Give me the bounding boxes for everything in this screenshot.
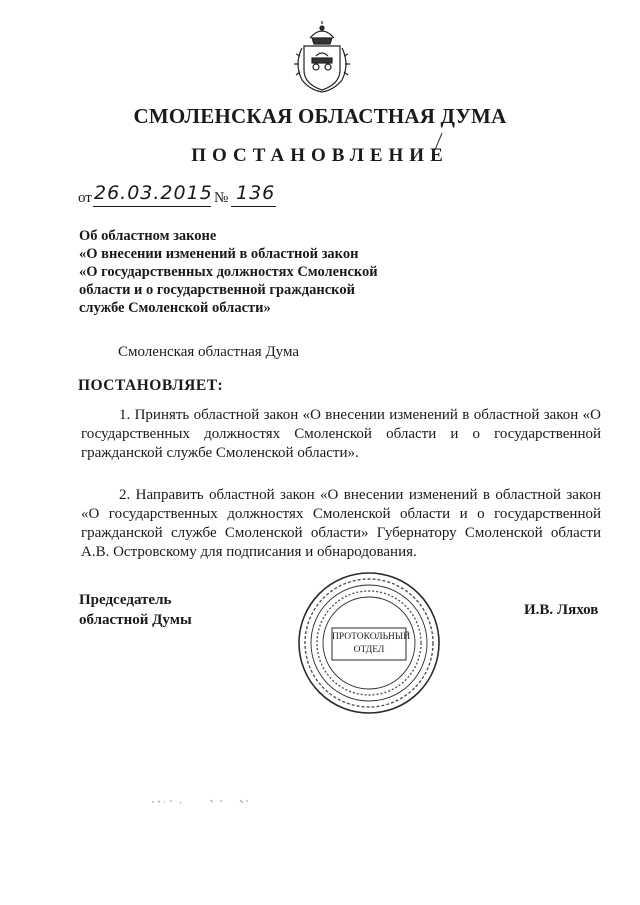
subject-line: Об областном законе — [79, 228, 217, 244]
item-2-text: 2. Направить областной закон «О внесении изменений в областной закон «О государственных должностях Смоленской области и о государственной гражданской службе Смоленской области» Губернатору Смоленской области А.В. Островскому для подписания и обнародования. — [81, 487, 601, 560]
document-type-title: ПОСТАНОВЛЕНИЕ — [191, 145, 449, 166]
intro-text: Смоленская областная Дума — [118, 344, 300, 360]
subject-line: «О внесении изменений в областной закон — [79, 246, 359, 262]
official-seal-stamp — [296, 570, 442, 716]
document-subject — [79, 227, 409, 317]
organization-name: СМОЛЕНСКАЯ ОБЛАСТНАЯ ДУМА — [133, 104, 507, 128]
registration-line — [78, 182, 378, 208]
resolution-item-1 — [81, 406, 601, 463]
decree-word: ПОСТАНОВЛЯЕТ: — [78, 377, 224, 394]
date-underline — [93, 206, 211, 207]
stamp-box-line: ПРОТОКОЛЬНЫЙ — [332, 632, 411, 642]
faint-marks — [150, 795, 260, 809]
signatory-title-line: Председатель — [79, 592, 172, 608]
signatory-name: И.В. Ляхов — [524, 602, 599, 618]
resolution-item-2 — [81, 486, 601, 562]
stamp-box-line: ОТДЕЛ — [353, 645, 385, 655]
subject-line: «О государственных должностях Смоленской — [79, 264, 378, 280]
number-value: 136 — [236, 182, 276, 204]
subject-line: службе Смоленской области» — [79, 300, 271, 316]
signatory-title-line: областной Думы — [79, 612, 192, 628]
number-underline — [231, 206, 276, 207]
date-label: от — [78, 190, 92, 206]
item-1-text: 1. Принять областной закон «О внесении изменений в областной закон «О государственных должностях Смоленской области и о государственной гражданской службе Смоленской области». — [81, 407, 601, 461]
coat-of-arms-emblem — [290, 20, 354, 96]
subject-line: области и о государственной гражданской — [79, 282, 355, 298]
date-value: 26.03.2015 — [94, 182, 213, 204]
number-label: № — [214, 190, 229, 206]
signatory-title — [79, 590, 192, 630]
